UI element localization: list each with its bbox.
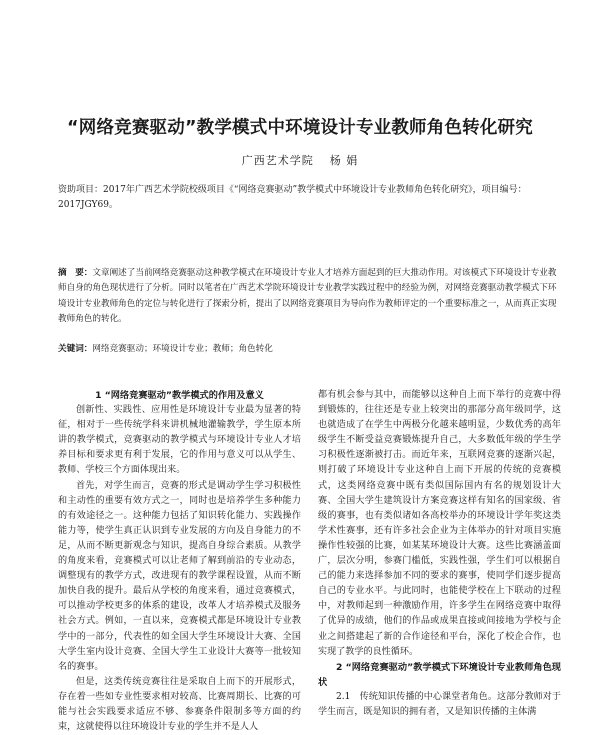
section-1-heading: 1 “网络竞赛驱动”教学模式的作用及意义	[95, 390, 264, 401]
paragraph: 2.1 传统知识传播的中心课堂者角色。这部分教师对于学生而言，既是知识的拥有者，又是知识传播的主体满	[318, 691, 561, 717]
right-column	[318, 388, 561, 720]
author-line	[0, 152, 600, 168]
funding-note: 资助项目：2017年广西艺术学院校级项目《“网络竞赛驱动”教学模式中环境设计专业教师角色转化研究》，项目编号：2017JGY69。	[58, 185, 527, 210]
abstract-text: 文章阐述了当前网络竞赛驱动这种教学模式在环境设计专业人才培养方面起到的巨大推动作用。对该模式下环境设计专业教师自身的角色现状进行了分析。同时以笔者在广西艺术学院环境设计专业教学实践过程中的经验为例，对网络竞赛驱动教学模式下环境设计专业教师角色的定位与转化进行了探索分析，提出了以网络竞赛项目为导向作为教师评定的一个重要标准之一，从而真正实现教师角色的转化。	[58, 268, 557, 324]
paragraph-continued: 都有机会参与其中，而能够以这种自上而下举行的竞赛中得到锻炼的，往往还是专业上较突出的那部分高年级同学，这也就造成了在学生中两极分化越来越明显，少数优秀的高年级学生不断受益竞赛锻炼提升自己，大多数低年级的学生学习积极性逐渐被打击。而近年来，互联网竞赛的逐渐兴起，则打破了环境设计专业这种自上而下开展的传统的竞赛模式，这类网络竞赛中既有类似国际国内有名的规划设计大赛、全国大学生建筑设计方案竞赛这样有知名的国家级、省级的赛事，也有类似诸如各高校举办的环境设计学年奖这类学术性赛事，还有许多社会企业为主体举办的针对项目实施操作性较强的比赛，如某某环境设计大赛。这些比赛涵盖面广，层次分明，参赛门槛低，实践性强，学生们可以根据自己的能力来选择参加不同的要求的赛事，使同学们逐步提高自己的专业水平。与此同时，也能使学校在上下联动的过程中，对教师起到一种激励作用，许多学生在网络竞赛中取得了优异的成绩，他们的作品或成果直接或间接地为学校与企业之间搭建起了新的合作途径和平台，深化了校企合作，也实现了教学的良性循环。	[318, 390, 561, 657]
affiliation: 广西艺术学院	[241, 154, 314, 167]
keywords-text: 网络竞赛驱动；环境设计专业；教师；角色转化	[92, 344, 273, 354]
section-2-heading: 2 “网络竞赛驱动”教学模式下环境设计专业教师角色现状	[318, 661, 561, 688]
paragraph: 首先，对学生而言，竞赛的形式是调动学生学习积极性和主动性的重要有效方式之一，同时也是培养学生多种能力的有效途径之一。这种能力包括了知识转化能力、实践操作能力等，使学生真正认识到专业发展的方向及自身能力的不足，从而不断更新观念与知识，提高自身综合素质。从教学的角度来看，竞赛模式可以让老师了解到前沿的专业动态，调整现有的教学方式，改进现有的教学课程设置，从而不断加快自我的提升。最后从学校的角度来看，通过竞赛模式，可以推动学校更多的体系的建设，改革人才培养模式及服务社会方式。例如，一直以来，竞赛模式都是环境设计专业教学中的一部分，代表性的如全国大学生环境设计大赛、全国大学生室内设计竞赛、全国大学生工业设计大赛等一批较知名的赛事。	[58, 480, 301, 672]
abstract	[58, 266, 558, 327]
left-column	[58, 388, 301, 735]
abstract-label: 摘 要：	[58, 268, 93, 278]
keywords	[58, 342, 558, 354]
paper-title: “网络竞赛驱动”教学模式中环境设计专业教师角色转化研究	[67, 118, 533, 138]
author-name: 杨 娟	[329, 154, 359, 167]
keywords-label: 关键词：	[58, 344, 93, 354]
paragraph: 但是，这类传统竞赛往往是采取自上而下的开展形式，存在着一些如专业性要求相对较高、比赛周期长、比赛的可能与社会实践要求适应不够、参赛条件限制多等方面的约束，这就使得以往环境设计专业的学生并不是人人	[58, 676, 301, 733]
paragraph: 创新性、实践性、应用性是环境设计专业最为显著的特征，相对于一些传统学科来讲机械地灌输教学，学生原本所讲的教学模式，竞赛驱动的教学模式与环境设计专业人才培养目标和要求更有利于发展，它的作用与意义可以从学生、教师、学校三个方面体现出来。	[58, 405, 301, 476]
